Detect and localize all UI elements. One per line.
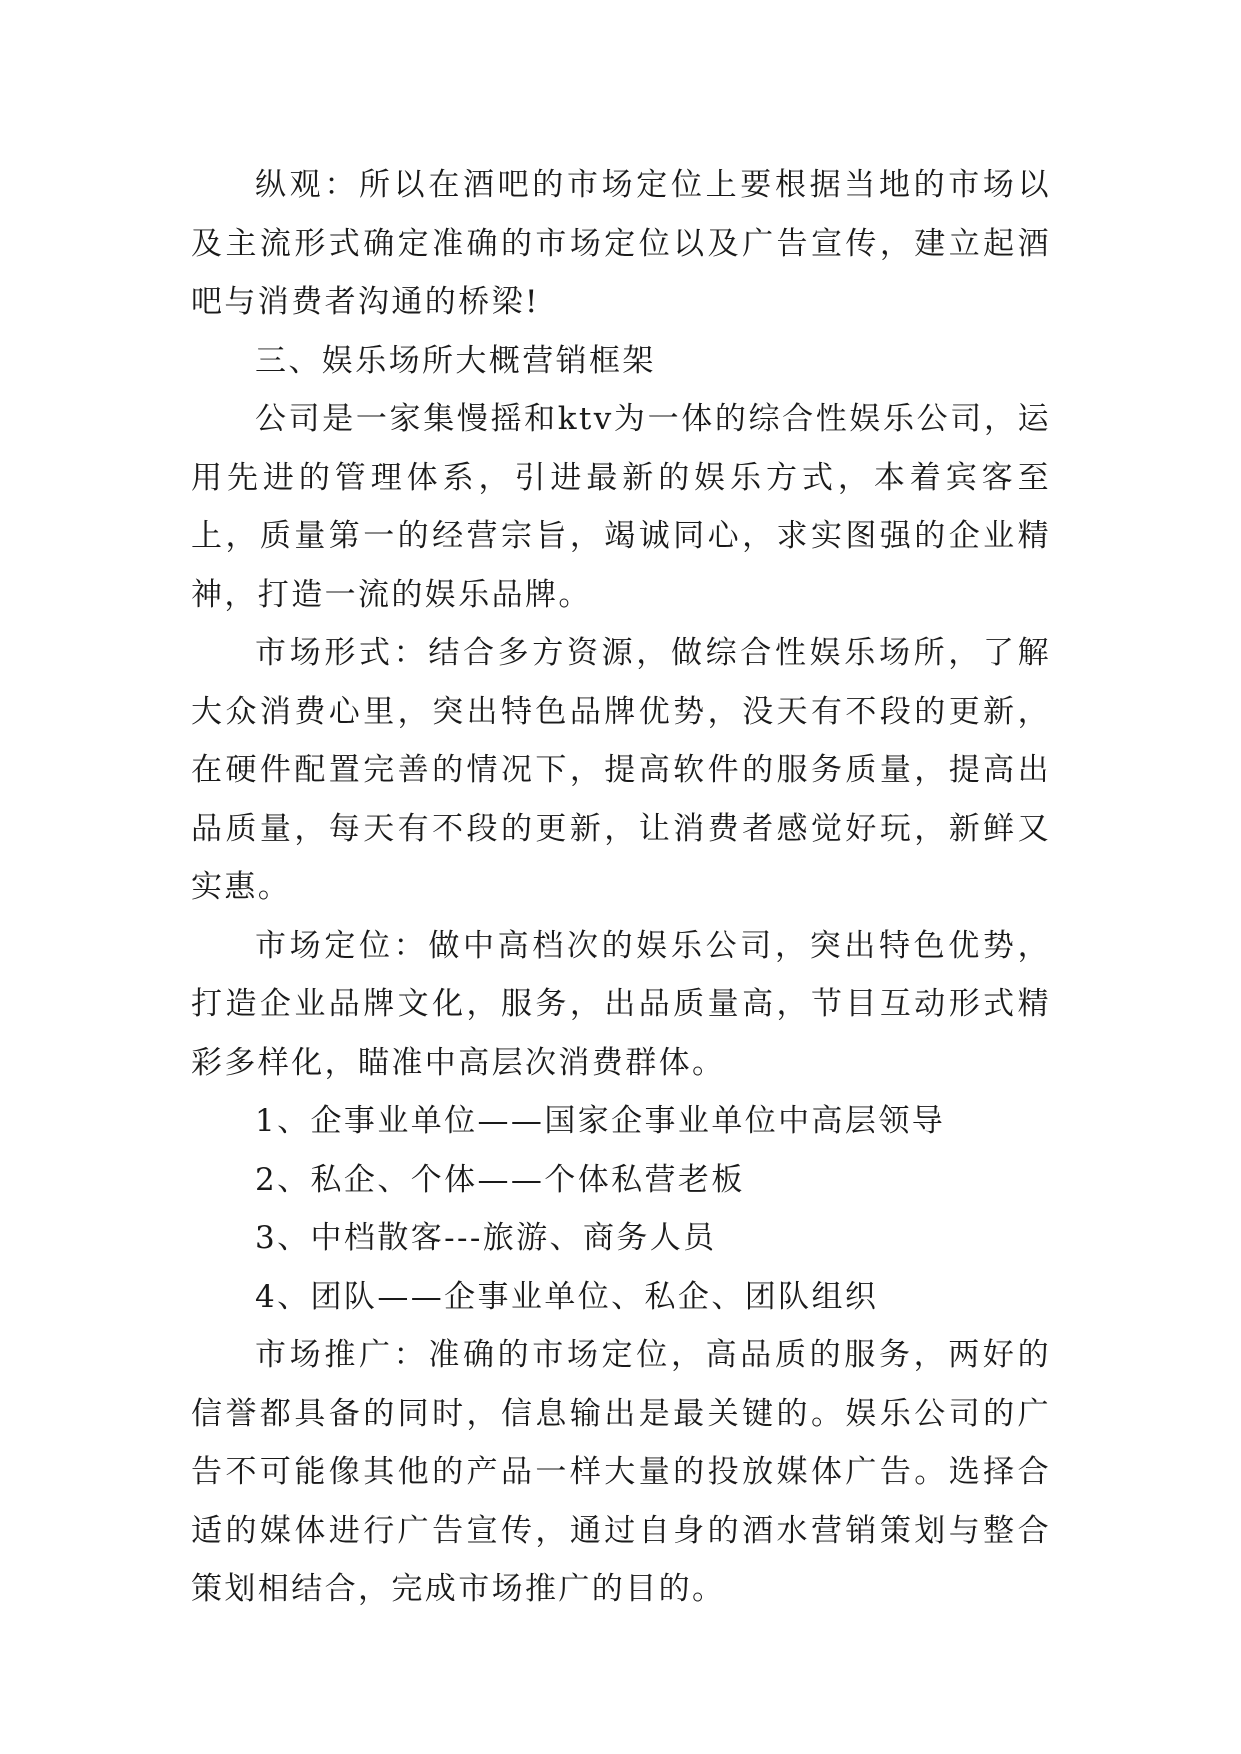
list-item: 1、企事业单位——国家企事业单位中高层领导 [255,1103,946,1139]
paragraph-market-positioning: 市场定位：做中高档次的娱乐公司，突出特色优势，打造企业品牌文化，服务，出品质量高，节目互动形式精彩多样化，瞄准中高层次消费群体。 [191,927,1051,1081]
list-item: 3、中档散客---旅游、商务人员 [255,1220,717,1256]
list-item: 4、团队——企事业单位、私企、团队组织 [255,1278,879,1315]
document-body [191,156,1051,1619]
paragraph-summary: 纵观：所以在酒吧的市场定位上要根据当地的市场以及主流形式确定准确的市场定位以及广告宣传，建立起酒吧与消费者沟通的桥梁! [191,167,1051,320]
paragraph-market-form: 市场形式：结合多方资源，做综合性娱乐场所，了解大众消费心里，突出特色品牌优势，没天有不段的更新，在硬件配置完善的情况下，提高软件的服务质量，提高出品质量，每天有不段的更新，让消费者感觉好玩，新鲜又实惠。 [191,635,1051,905]
list-item: 2、私企、个体——个体私营老板 [255,1161,745,1198]
paragraph-market-promotion: 市场推广：准确的市场定位，高品质的服务，两好的信誉都具备的同时，信息输出是最关键的。娱乐公司的广告不可能像其他的产品一样大量的投放媒体广告。选择合适的媒体进行广告宣传，通过自身的酒水营销策划与整合策划相结合，完成市场推广的目的。 [191,1337,1051,1607]
section-heading: 三、娱乐场所大概营销框架 [255,342,656,379]
paragraph-company-intro: 公司是一家集慢摇和ktv为一体的综合性娱乐公司，运用先进的管理体系，引进最新的娱乐方式，本着宾客至上，质量第一的经营宗旨，竭诚同心，求实图强的企业精神，打造一流的娱乐品牌。 [191,401,1051,613]
